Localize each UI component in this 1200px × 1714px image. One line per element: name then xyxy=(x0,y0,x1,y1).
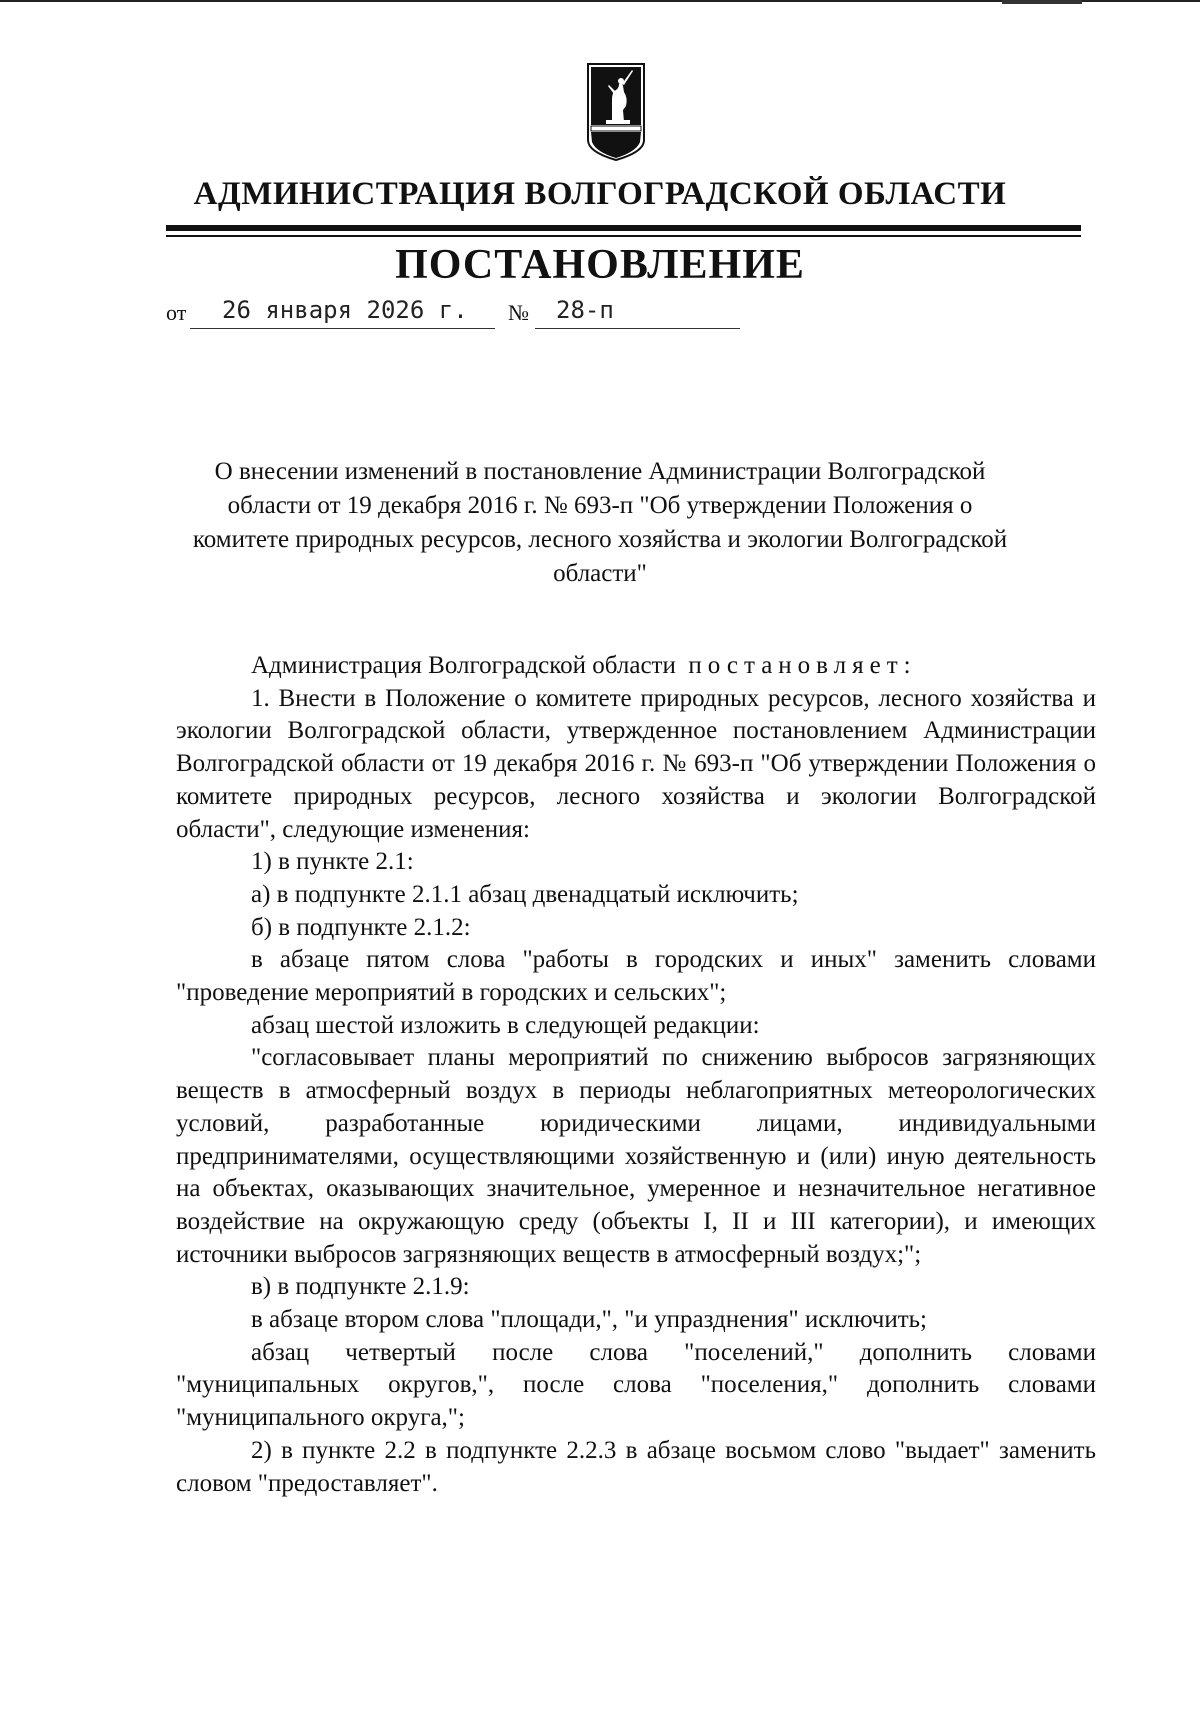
body-paragraph: в) в подпункте 2.1.9: xyxy=(251,1273,470,1301)
body-paragraph: абзац четвертый после слова "поселений," дополнить словами "муниципальных округов,", после слова "поселения," дополнить словами "муниципального округа,"; xyxy=(176,1338,1096,1432)
header-rule-thick xyxy=(166,225,1081,231)
document-body xyxy=(176,650,1096,1500)
body-paragraph: в абзаце втором слова "площади,", "и упразднения" исключить; xyxy=(251,1306,927,1334)
preamble xyxy=(176,650,1096,683)
header-rule-thin xyxy=(166,235,1081,237)
date-label: от xyxy=(166,300,187,325)
document-type-title: ПОСТАНОВЛЕНИЕ xyxy=(395,242,805,288)
number-underline xyxy=(535,328,740,329)
body-paragraph: 2) в пункте 2.2 в подпункте 2.2.3 в абзаце восьмом слово "выдает" заменить словом "предоставляет". xyxy=(176,1436,1096,1497)
body-paragraph: абзац шестой изложить в следующей редакции: xyxy=(251,1011,760,1039)
document-subject: О внесении изменений в постановление Администрации Волгоградской области от 19 декабря 2016 г. № 693-п "Об утверждении Положения о комитете природных ресурсов, лесного хозяйства и экологии Волгоградской области" xyxy=(192,458,1008,587)
body-paragraph: "согласовывает планы мероприятий по снижению выбросов загрязняющих веществ в атмосферный воздух в периоды неблагоприятных метеорологических условий, разработанные юридическими лицами, индивидуальными предпринимателями, осуществляющими хозяйственную и (или) иную деятельность на объектах, оказывающих значительное, умеренное и незначительное негативное воздействие на окружающую среду (объекты I, II и III категории), и имеющих источники выбросов загрязняющих веществ в атмосферный воздух;"; xyxy=(176,1044,1096,1268)
date-underline xyxy=(190,328,495,329)
body-paragraph: б) в подпункте 2.1.2: xyxy=(251,913,471,941)
organization-title: АДМИНИСТРАЦИЯ ВОЛГОГРАДСКОЙ ОБЛАСТИ xyxy=(193,176,1007,212)
preamble-lead: Администрация Волгоградской области xyxy=(251,652,676,679)
preamble-verb: постановляет: xyxy=(688,652,917,679)
body-paragraph: в абзаце пятом слова "работы в городских и иных" заменить словами "проведение мероприятий в городских и сельских"; xyxy=(176,946,1096,1007)
number-label: № xyxy=(508,300,529,325)
date-value: 26 января 2026 г. xyxy=(222,296,468,324)
body-paragraph: а) в подпункте 2.1.1 абзац двенадцатый исключить; xyxy=(251,880,799,908)
number-value: 28-п xyxy=(556,296,614,324)
volgograd-coat-of-arms-icon xyxy=(586,62,646,162)
body-paragraph: 1. Внести в Положение о комитете природных ресурсов, лесного хозяйства и экологии Волгоградской области, утвержденное постановлением Администрации Волгоградской области от 19 декабря 2016 г. № 693-п "Об утверждении Положения о комитете природных ресурсов, лесного хозяйства и экологии Волгоградской области", следующие изменения: xyxy=(176,684,1096,843)
body-paragraph: 1) в пункте 2.1: xyxy=(251,848,414,876)
scan-edge-mark xyxy=(1002,0,1082,4)
